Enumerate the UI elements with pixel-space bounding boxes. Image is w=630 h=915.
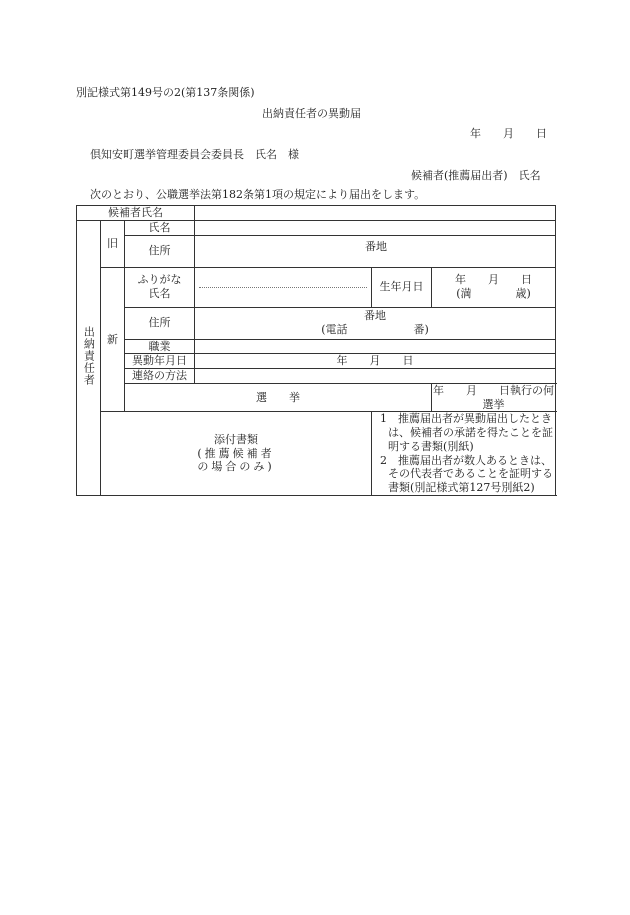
statement: 次のとおり、公職選挙法第182条第1項の規定により届出をします。 (90, 188, 426, 201)
furigana-input-area[interactable] (195, 271, 371, 287)
old-name-label: 氏名 (125, 220, 195, 235)
new-banchi-text: 番地 (364, 309, 387, 323)
change-date-label: 異動年月日 (125, 354, 195, 369)
submitter-line: 候補者(推薦届出者) 氏名 (411, 169, 541, 182)
birthdate-field[interactable] (432, 267, 556, 307)
birthdate-label: 生年月日 (372, 267, 432, 307)
treasurer-label-text: 出納責任者 (82, 325, 96, 386)
election-label: 選 挙 (125, 383, 432, 412)
occupation-label: 職業 (125, 339, 195, 354)
attachments-note-2: の場合のみ) (197, 460, 275, 474)
old-label: 旧 (101, 220, 125, 267)
attachments-label-cell (101, 412, 372, 496)
notification-form-table (76, 205, 556, 496)
new-label: 新 (101, 267, 125, 412)
treasurer-label (77, 220, 101, 495)
occupation-field[interactable] (195, 339, 556, 354)
addressee: 倶知安町選挙管理委員会委員長 氏名 様 (90, 148, 299, 161)
election-field[interactable]: 年 月 日執行の何選挙 (433, 383, 555, 411)
attachment-item-1: 1 推薦届出者が異動届出したときは、候補者の承諾を得たことを証明する書類(別紙) (380, 412, 554, 453)
phone-text: (電話 番) (321, 323, 429, 336)
old-address-label: 住所 (125, 235, 195, 267)
birthdate-ymd: 年 月 日 (455, 273, 533, 287)
contact-label: 連絡の方法 (125, 369, 195, 384)
attachments-label: 添付書類 (214, 432, 259, 446)
new-name-field[interactable] (195, 267, 372, 307)
new-name-label: 氏名 (148, 287, 171, 300)
birthdate-age: (満 歳) (456, 287, 531, 300)
document-title: 出納責任者の異動届 (262, 107, 361, 120)
change-date-field[interactable]: 年 月 日 (195, 354, 556, 369)
contact-field[interactable] (195, 369, 556, 384)
new-address-label: 住所 (125, 307, 195, 339)
furigana-name-label (125, 267, 195, 307)
old-address-field[interactable] (195, 235, 556, 267)
attachments-note-1: (推薦候補者 (197, 446, 275, 460)
furigana-label: ふりがな (137, 273, 182, 287)
form-number: 別記様式第149号の2(第137条関係) (76, 86, 255, 99)
new-name-input-area[interactable] (195, 288, 371, 304)
old-banchi-text: 番地 (365, 239, 388, 253)
attachment-item-2: 2 推薦届出者が数人あるときは、その代表者であることを証明する書類(別記様式第127号別紙2) (380, 453, 554, 494)
old-name-field[interactable] (195, 220, 556, 235)
new-address-field[interactable] (195, 307, 556, 339)
candidate-name-label: 候補者氏名 (77, 206, 195, 221)
attachments-content (372, 412, 556, 496)
candidate-name-field[interactable] (195, 206, 556, 221)
date-line: 年 月 日 (470, 127, 547, 140)
